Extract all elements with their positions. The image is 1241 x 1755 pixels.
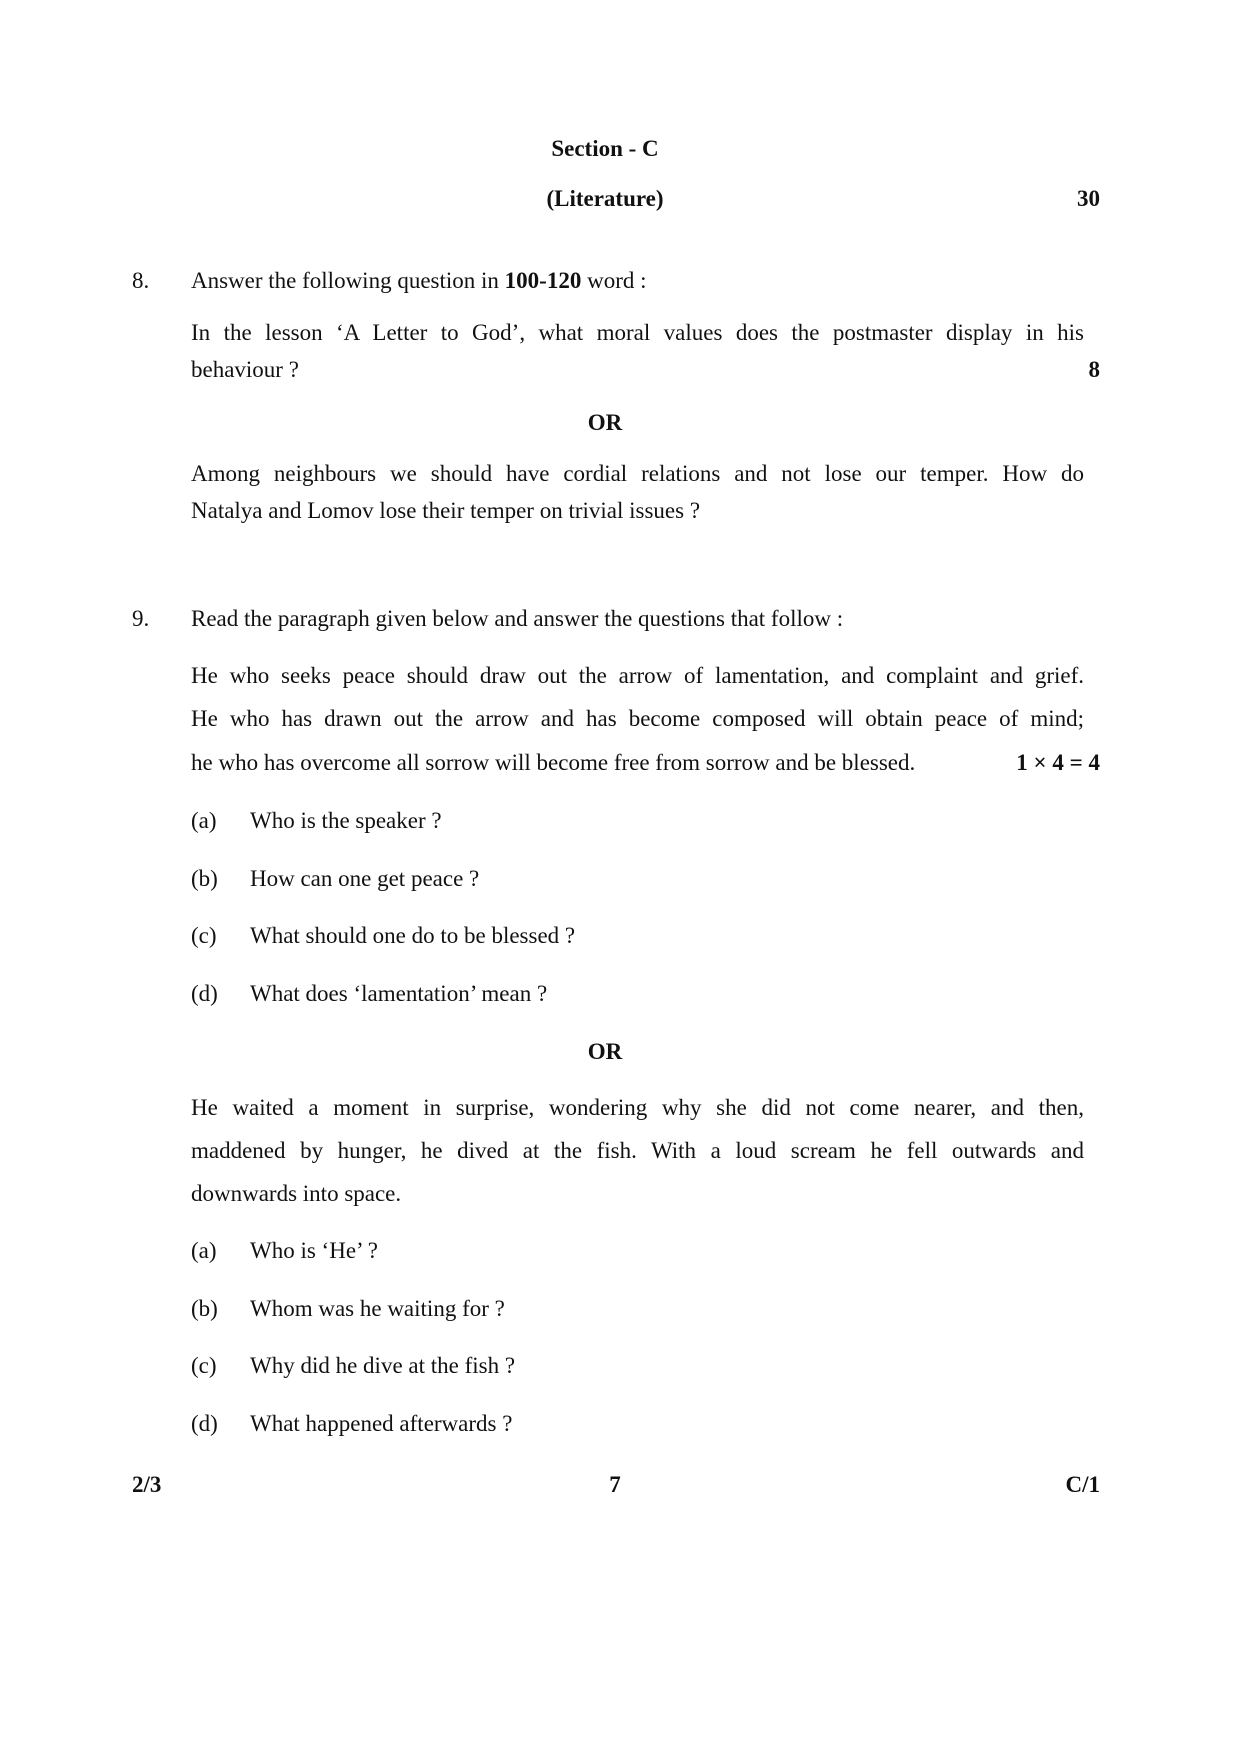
q9-option-text: How can one get peace ? [250,866,480,891]
q9-instruction: Read the paragraph given below and answer the questions that follow : [191,606,844,631]
question-number-9: 9. [132,606,150,631]
q9-passage1-line1: He who seeks peace should draw out the arrow of lamentation, and complaint and grief. [191,663,1084,688]
section-title: Section - C [551,136,659,161]
q8-instruction-post: word : [581,268,647,293]
q9-option-letter: (d) [191,981,218,1006]
q8-word-count: 100-120 [504,268,582,293]
q9-option-text: Why did he dive at the fish ? [250,1353,516,1378]
q8-alt-line2: Natalya and Lomov lose their temper on trivial issues ? [191,498,701,523]
q9-passage2-line2: maddened by hunger, he dived at the fish. With a loud scream he fell outwards and [191,1138,1084,1163]
section-subtitle: (Literature) [546,186,664,211]
q9-option-letter: (a) [191,808,217,833]
q8-instruction-pre: Answer the following question in [191,268,505,293]
q9-option-text: What should one do to be blessed ? [250,923,576,948]
q9-option-letter: (c) [191,923,217,948]
q8-alt-line1: Among neighbours we should have cordial relations and not lose our temper. How do [191,461,1084,486]
q9-option-letter: (c) [191,1353,217,1378]
q9-option-letter: (b) [191,1296,218,1321]
footer-right-code: C/1 [1065,1472,1100,1497]
q9-passage2-line3: downwards into space. [191,1181,402,1206]
q8-question-line1: In the lesson ‘A Letter to God’, what moral values does the postmaster display in his [191,320,1084,345]
page-number: 7 [609,1472,621,1497]
q9-option-text: Who is ‘He’ ? [250,1238,378,1263]
q9-passage1-line3: he who has overcome all sorrow will become free from sorrow and be blessed. [191,750,916,775]
q9-option-letter: (d) [191,1411,218,1436]
q8-instruction [191,268,1084,294]
footer-left-code: 2/3 [132,1472,162,1497]
q8-or-label: OR [587,410,623,435]
q9-or-label: OR [587,1039,623,1064]
q9-option-text: Who is the speaker ? [250,808,442,833]
q9-option-letter: (a) [191,1238,217,1263]
q9-option-text: What happened afterwards ? [250,1411,513,1436]
q8-marks: 8 [1088,357,1100,382]
q9-marks: 1 × 4 = 4 [1016,750,1100,775]
q8-question-line2: behaviour ? [191,357,299,382]
q9-option-text: Whom was he waiting for ? [250,1296,505,1321]
q9-option-text: What does ‘lamentation’ mean ? [250,981,548,1006]
q9-passage2-line1: He waited a moment in surprise, wondering why she did not come nearer, and then, [191,1095,1084,1120]
question-number-8: 8. [132,268,150,293]
q9-passage1-line2: He who has drawn out the arrow and has become composed will obtain peace of mind; [191,706,1084,731]
section-marks: 30 [1077,186,1100,211]
q9-option-letter: (b) [191,866,218,891]
